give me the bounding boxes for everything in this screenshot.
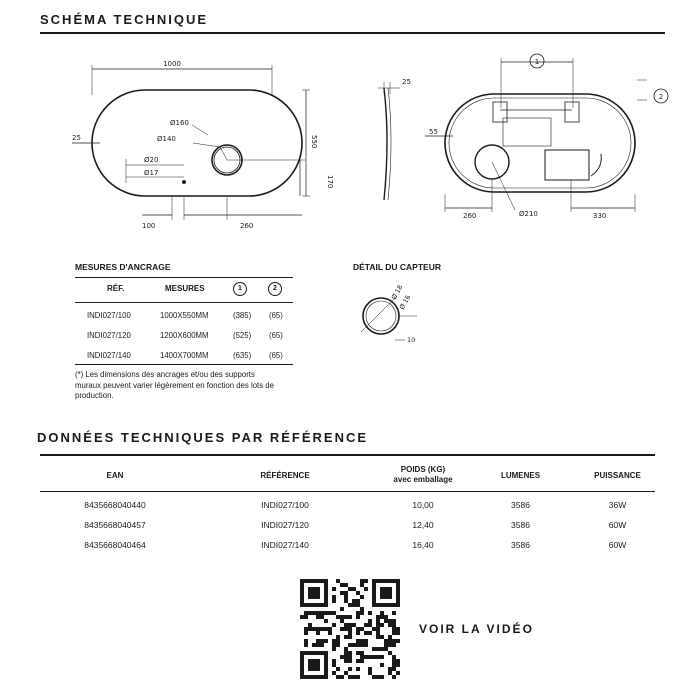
anchorage-cell-measures: 1400X700MM xyxy=(160,351,209,360)
dim-d210: Ø210 xyxy=(519,210,538,218)
anchorage-cell-v2: (65) xyxy=(269,331,283,340)
anchorage-cell-ref: INDI027/120 xyxy=(87,331,131,340)
anchorage-cell-ref: INDI027/140 xyxy=(87,351,131,360)
anchorage-cell-v1: (525) xyxy=(233,331,252,340)
tech-header-power: PUISSANCE xyxy=(594,471,641,480)
dim-d140: Ø140 xyxy=(157,135,176,143)
dim-d20: Ø20 xyxy=(144,156,159,164)
sensor-drawing xyxy=(345,280,435,350)
tech-cell-weight: 16,40 xyxy=(412,540,434,550)
schema-rule xyxy=(40,32,665,34)
tech-cell-weight: 10,00 xyxy=(412,500,434,510)
anchorage-row xyxy=(75,331,293,343)
anchorage-cell-v1: (385) xyxy=(233,311,252,320)
sensor-ten: 10 xyxy=(407,336,416,344)
anchorage-cell-v2: (65) xyxy=(269,311,283,320)
sensor-title: DÉTAIL DU CAPTEUR xyxy=(353,262,441,272)
dim-b260: 260 xyxy=(240,222,254,230)
tech-cell-ref: INDI027/100 xyxy=(261,500,309,510)
front-mirror-outline xyxy=(92,90,302,196)
tech-cell-power: 60W xyxy=(608,540,627,550)
tech-cell-ref: INDI027/120 xyxy=(261,520,309,530)
dim-d17: Ø17 xyxy=(144,169,159,177)
anchorage-cell-measures: 1200X600MM xyxy=(160,331,209,340)
tech-header-ref: RÉFÉRENCE xyxy=(260,471,310,480)
schema-title: SCHÉMA TECHNIQUE xyxy=(40,12,209,27)
dim-depth: 25 xyxy=(402,78,411,86)
dim-d160: Ø160 xyxy=(170,119,189,127)
front-view-drawing xyxy=(60,55,350,235)
dim-width: 1000 xyxy=(163,60,181,68)
anchorage-note: (*) Les dimensions des ancrages et/ou des supports muraux peuvent varier légèrement en fonction des lots de production. xyxy=(75,370,274,400)
dim-left55: 55 xyxy=(429,128,438,136)
dim-b330: 330 xyxy=(593,212,607,220)
anchorage-cell-v2: (65) xyxy=(269,351,283,360)
anchorage-cell-measures: 1000X550MM xyxy=(160,311,209,320)
side-view-drawing xyxy=(370,70,420,210)
tech-cell-ean: 8435668040440 xyxy=(84,500,146,510)
tech-cell-lumens: 3586 xyxy=(511,520,530,530)
dim-height: 550 xyxy=(310,135,318,149)
qr-code[interactable] xyxy=(299,578,401,680)
anchorage-cell-v1: (635) xyxy=(233,351,252,360)
tech-header-weight-sub: avec emballage xyxy=(393,475,453,484)
tech-cell-lumens: 3586 xyxy=(511,540,530,550)
dim-b100: 100 xyxy=(142,222,156,230)
tech-cell-power: 36W xyxy=(608,500,627,510)
anchorage-row xyxy=(75,311,293,323)
dim-side: 25 xyxy=(72,134,81,142)
tech-cell-power: 60W xyxy=(608,520,627,530)
anchorage-row xyxy=(75,351,293,363)
tech-header-lumens: LUMENES xyxy=(500,471,541,480)
sensor-d16: Ø 16 xyxy=(397,293,413,311)
sensor-d18: Ø 18 xyxy=(389,283,405,301)
tech-cell-ref: INDI027/140 xyxy=(261,540,309,550)
tech-title: DONNÉES TECHNIQUES PAR RÉFÉRENCE xyxy=(37,430,369,445)
dim-170: 170 xyxy=(326,175,334,189)
dim-back260: 260 xyxy=(463,212,477,220)
tech-cell-ean: 8435668040464 xyxy=(84,540,146,550)
back-view-drawing xyxy=(425,50,675,225)
tech-cell-weight: 12,40 xyxy=(412,520,434,530)
tech-cell-ean: 8435668040457 xyxy=(84,520,146,530)
tech-header-ean: EAN xyxy=(106,471,124,480)
back-circle-1: 1 xyxy=(534,58,540,66)
tech-cell-lumens: 3586 xyxy=(511,500,530,510)
anchorage-title: MESURES D'ANCRAGE xyxy=(75,262,171,272)
anchorage-cell-ref: INDI027/100 xyxy=(87,311,131,320)
tech-header-weight: POIDS (KG) xyxy=(400,465,446,474)
video-link[interactable]: VOIR LA VIDÉO xyxy=(419,622,534,636)
back-circle-2: 2 xyxy=(658,93,664,101)
back-mirror-outline xyxy=(445,94,635,192)
